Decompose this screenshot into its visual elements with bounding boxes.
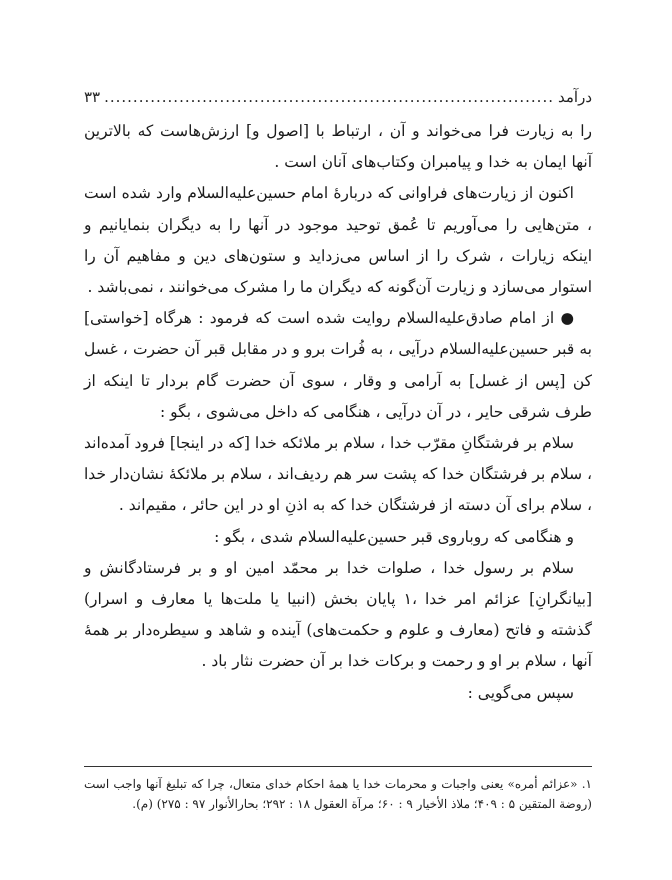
paragraph: سپس می‌گویی : <box>467 683 574 702</box>
page-number: ۳۳ <box>84 88 101 106</box>
paragraph: و هنگامی که روباروی قبر حسین‌عليه‌السلام شدی ، بگو : <box>214 527 574 546</box>
paragraph: اکنون از زیارت‌های فراوانی که دربارۀ امام حسین‌عليه‌السلام وارد شده است ، متن‌هایی را می‌آوریم تا عُمق توحید موجود در آنها را به دیگران بنمایانیم و اینکه زیارات ، شرک را از اساس می‌زداید و ستون‌های دین و مفاهیم آن را استوار می‌سازد و زیارت آن‌گونه که دیگران ما را مشرک می‌خوانند ، نمی‌باشد . <box>84 184 592 297</box>
footnote: ۱. «عزائم أمره» یعنی واجبات و محرمات خدا یا همۀ احکام خدای متعال، چرا که تبلیغ آنها واجب است (روضة المتقین ۵ : ۴۰۹؛ ملاذ الأخیار ۹ : ۶۰؛ مرآة العقول ۱۸ : ۲۹۲؛ بحارالأنوار ۹۷ : ۲۷۵) (م). <box>84 777 592 811</box>
leader-dots <box>104 88 554 106</box>
running-header <box>84 88 592 116</box>
chapter-title: درآمد <box>558 88 592 106</box>
quoted-paragraph: سلام بر فرشتگانِ مقرّب خدا ، سلام بر ملائکه خدا [که در اینجا] فرود آمده‌اند ، سلام بر فرشتگان خدا که پشت سر هم ردیف‌اند ، سلام بر ملائکۀ نشان‌دار خدا ، سلام برای آن دسته از فرشتگان خدا که به اذنِ او در این حائر ، مقیم‌اند . <box>84 434 592 515</box>
page-content <box>84 88 592 709</box>
paragraph: را به زیارت فرا می‌خواند و آن ، ارتباط با [اصول و] ارزش‌هاست که بالاترین آنها ایمان به خدا و پیامبران وکتاب‌های آنان است . <box>84 122 592 172</box>
footnote-separator <box>84 766 592 767</box>
body-text <box>84 116 592 709</box>
paragraph: ● از امام صادق‌عليه‌السلام روایت شده است که فرمود : هرگاه [خواستی] به قبر حسین‌عليه‌السلام درآیی ، به فُرات برو و در مقابل قبر آن حضرت ، غسل کن [پس از غسل] به آرامی و وقار ، سوی آن حضرت گام بردار تا اینکه از طرف شرقی حایر ، در آن درآیی ، هنگامی که داخل می‌شوی ، بگو : <box>84 309 592 421</box>
quoted-paragraph: سلام بر رسول خدا ، صلوات خدا بر محمّد امین او و بر فرستادگانش و [بیانگرانِ] عزائم امر خدا ،۱ پایان بخش (انبیا یا ملت‌ها یا معارف و اسرار) گذشته و فاتح (معارف و علوم و حکمت‌های) آینده و شاهد و سیطره‌دار بر همۀ آنها ، سلام بر او و رحمت و برکات خدا بر آن حضرت نثار باد . <box>84 558 592 671</box>
